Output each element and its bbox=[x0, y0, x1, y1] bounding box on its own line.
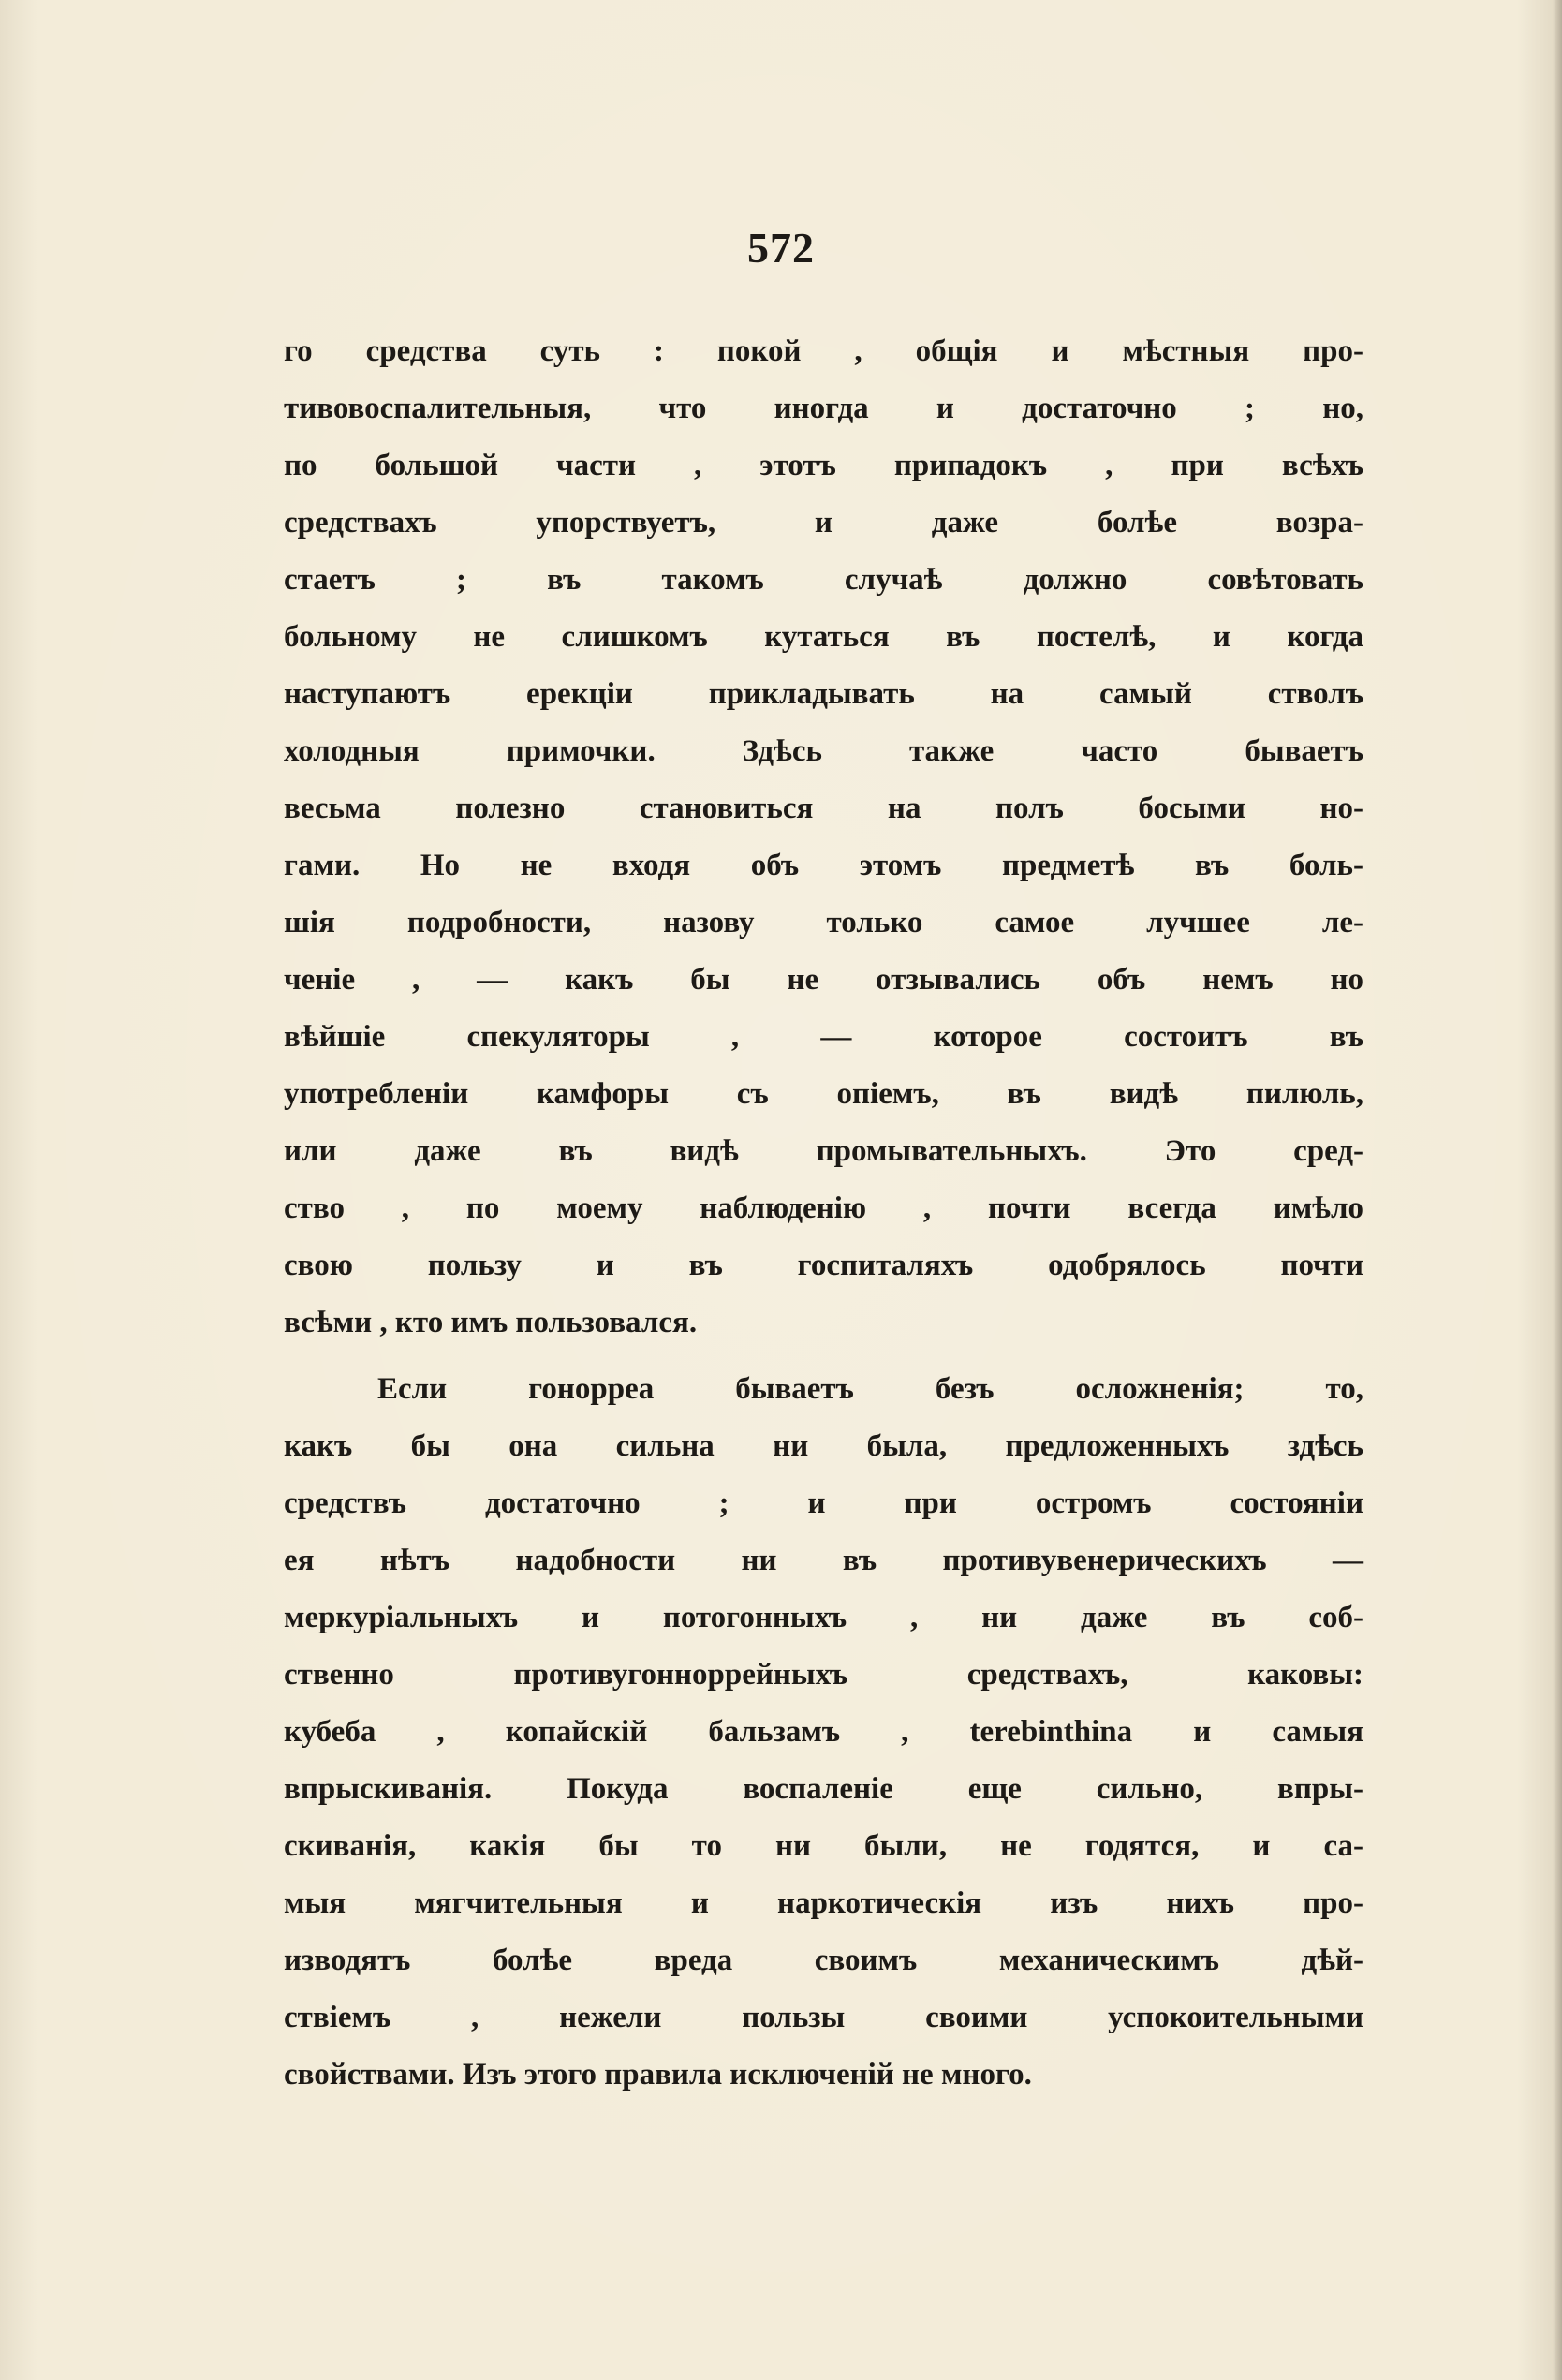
text-line: или даже въ видѣ промывательныхъ. Это сред- bbox=[284, 1134, 1363, 1168]
text-line: го средства суть : покой , общія и мѣстныя про- bbox=[284, 334, 1363, 368]
page-edge-shadow bbox=[1553, 0, 1562, 2380]
text-line: ченіе , — какъ бы не отзывались объ немъ но bbox=[284, 963, 1363, 997]
text-line: средствахъ упорствуетъ, и даже болѣе возра- bbox=[284, 506, 1363, 540]
text-line: свойствами. Изъ этого правила исключеній не много. bbox=[284, 2058, 1032, 2092]
text-line: тивовоспалительныя, что иногда и достаточно ; но, bbox=[284, 392, 1363, 425]
paragraph-spacing bbox=[284, 1352, 1363, 1361]
text-line: холодныя примочки. Здѣсь также часто бываетъ bbox=[284, 734, 1363, 768]
text-line: мыя мягчительныя и наркотическія изъ нихъ про- bbox=[284, 1886, 1363, 1920]
text-line: наступаютъ ерекціи прикладывать на самый стволъ bbox=[284, 677, 1363, 711]
text-line: изводятъ болѣе вреда своимъ механическимъ дѣй- bbox=[284, 1944, 1363, 1977]
text-line: весьма полезно становиться на полъ босыми но- bbox=[284, 791, 1363, 825]
text-line: вѣйшіе спекуляторы , — которое состоитъ въ bbox=[284, 1020, 1363, 1054]
page-number: 572 bbox=[747, 224, 815, 272]
text-line: средствъ достаточно ; и при остромъ состояніи bbox=[284, 1486, 1363, 1520]
text-line: меркуріальныхъ и потогонныхъ , ни даже въ соб- bbox=[284, 1601, 1363, 1634]
text-line: гами. Но не входя объ этомъ предметѣ въ боль- bbox=[284, 849, 1363, 882]
text-line: употребленіи камфоры съ опіемъ, въ видѣ пилюль, bbox=[284, 1077, 1363, 1111]
text-line: какъ бы она сильна ни была, предложенныхъ здѣсь bbox=[284, 1429, 1363, 1463]
text-line: больному не слишкомъ кутаться въ постелѣ, и когда bbox=[284, 620, 1363, 654]
text-line: свою пользу и въ госпиталяхъ одобрялось почти bbox=[284, 1249, 1363, 1282]
text-line: Если гонорреа бываетъ безъ осложненія; то, bbox=[377, 1372, 1363, 1406]
text-line: стаетъ ; въ такомъ случаѣ должно совѣтовать bbox=[284, 563, 1363, 597]
text-line: впрыскиванія. Покуда воспаленіе еще сильно, впры- bbox=[284, 1772, 1363, 1806]
text-line: ство , по моему наблюденію , почти всегда имѣло bbox=[284, 1191, 1363, 1225]
text-line: шія подробности, назову только самое лучшее ле- bbox=[284, 906, 1363, 939]
paragraph-1 bbox=[284, 323, 1363, 1352]
paragraph-2 bbox=[284, 1361, 1363, 2104]
text-line: ея нѣтъ надобности ни въ противувенерическихъ — bbox=[284, 1544, 1363, 1577]
text-line: кубеба , копайскій бальзамъ , terebinthina и самыя bbox=[284, 1715, 1363, 1749]
text-line: ственно противугонноррейныхъ средствахъ, каковы: bbox=[284, 1658, 1363, 1692]
text-line: ствіемъ , нежели пользы своими успокоительными bbox=[284, 2001, 1363, 2034]
text-line: всѣми , кто имъ пользовался. bbox=[284, 1306, 698, 1339]
text-line: скиванія, какія бы то ни были, не годятся, и са- bbox=[284, 1829, 1363, 1863]
text-line: по большой части , этотъ припадокъ , при всѣхъ bbox=[284, 449, 1363, 482]
body-text bbox=[284, 323, 1363, 2104]
